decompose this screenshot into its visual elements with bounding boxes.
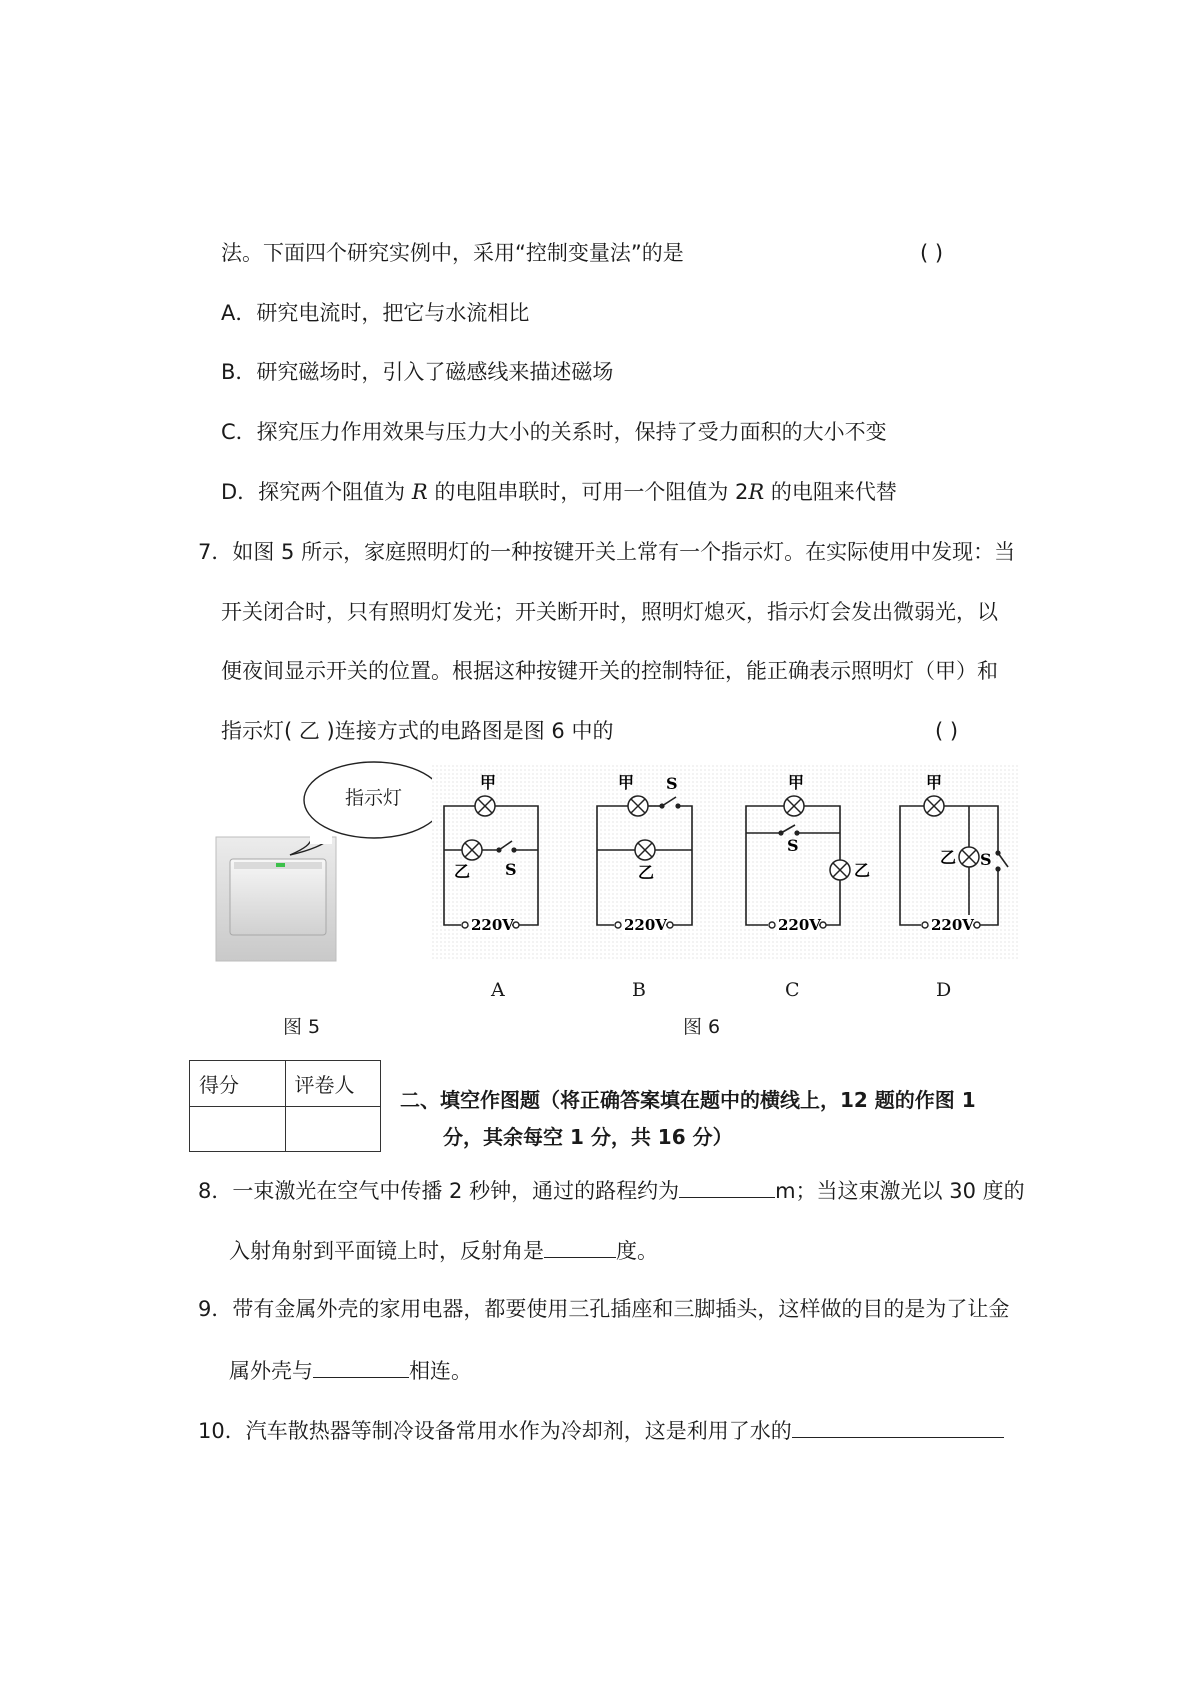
q7-answer-bracket: ( ) bbox=[935, 719, 959, 743]
label-220v-d: 220V bbox=[931, 916, 974, 934]
lamp-jia-icon-a bbox=[475, 796, 495, 816]
section2-heading-line1: 二、填空作图题（将正确答案填在题中的横线上，12 题的作图 1 bbox=[400, 1088, 976, 1112]
score-box bbox=[189, 1060, 381, 1152]
figure6-label-a: A bbox=[491, 979, 505, 1001]
q9-line-1: 9．带有金属外壳的家用电器，都要使用三孔插座和三脚插头，这样做的目的是为了让金 bbox=[198, 1297, 1010, 1321]
label-220v-c: 220V bbox=[778, 916, 821, 934]
label-s-b: S bbox=[666, 774, 678, 793]
lamp-yi-icon-c bbox=[830, 860, 850, 880]
q6-answer-bracket: ( ) bbox=[920, 241, 944, 265]
label-jia-a: 甲 bbox=[480, 773, 497, 792]
q9-line-2 bbox=[229, 1355, 472, 1385]
q8-text-d: 度。 bbox=[616, 1239, 658, 1263]
q6-option-b: B．研究磁场时，引入了磁感线来描述磁场 bbox=[221, 360, 614, 384]
label-jia-d: 甲 bbox=[926, 773, 943, 792]
label-s-a: S bbox=[505, 860, 517, 879]
figure5-caption: 图 5 bbox=[283, 1016, 321, 1038]
q6-option-d-part1: D．探究两个阻值为 bbox=[221, 480, 406, 504]
q6-option-d-part2: 的电阻串联时，可用一个阻值为 2 bbox=[434, 480, 749, 504]
lamp-yi-icon-b bbox=[635, 840, 655, 860]
section2-heading-line2: 分，其余每空 1 分，共 16 分） bbox=[443, 1125, 733, 1149]
score-header: 得分 bbox=[190, 1061, 286, 1107]
q7-line-3: 便夜间显示开关的位置。根据这种按键开关的控制特征，能正确表示照明灯（甲）和 bbox=[221, 659, 998, 683]
label-yi-d: 乙 bbox=[940, 848, 957, 867]
q10-blank-property bbox=[792, 1415, 1004, 1438]
lamp-yi-icon-d bbox=[959, 847, 979, 867]
q6-option-d bbox=[221, 478, 897, 506]
q7-line-1: 7．如图 5 所示，家庭照明灯的一种按键开关上常有一个指示灯。在实际使用中发现：当 bbox=[198, 540, 1016, 564]
lamp-jia-icon-d bbox=[924, 796, 944, 816]
label-s-c: S bbox=[787, 836, 799, 855]
q8-text-c: 入射角射到平面镜上时，反射角是 bbox=[229, 1239, 544, 1263]
indicator-light-icon bbox=[276, 863, 285, 867]
q6-stem-end: 法。下面四个研究实例中，采用“控制变量法”的是 bbox=[221, 241, 684, 265]
grader-header: 评卷人 bbox=[285, 1061, 381, 1107]
label-yi-b: 乙 bbox=[638, 863, 655, 882]
figure6-caption: 图 6 bbox=[683, 1016, 721, 1038]
figure6-label-b: B bbox=[632, 979, 646, 1001]
q8-blank-angle bbox=[544, 1235, 616, 1258]
grader-cell bbox=[285, 1106, 381, 1152]
q8-text-b: m；当这束激光以 30 度的 bbox=[775, 1179, 1025, 1203]
figure5-switch-image bbox=[214, 760, 450, 965]
lamp-jia-icon-b bbox=[628, 796, 648, 816]
lamp-yi-icon-a bbox=[462, 840, 482, 860]
figure6-label-c: C bbox=[785, 979, 800, 1001]
label-220v-a: 220V bbox=[471, 916, 514, 934]
lamp-jia-icon-c bbox=[784, 796, 804, 816]
q6-option-a: A．研究电流时，把它与水流相比 bbox=[221, 301, 530, 325]
label-220v-b: 220V bbox=[624, 916, 667, 934]
q10-line-1 bbox=[198, 1415, 1004, 1445]
q10-text-a: 10．汽车散热器等制冷设备常用水作为冷却剂，这是利用了水的 bbox=[198, 1419, 792, 1443]
q7-line-4: 指示灯( 乙 )连接方式的电路图是图 6 中的 bbox=[221, 719, 614, 743]
q8-text-a: 8．一束激光在空气中传播 2 秒钟，通过的路程约为 bbox=[198, 1179, 680, 1203]
figure5-bubble-label: 指示灯 bbox=[345, 787, 403, 809]
q7-line-2: 开关闭合时，只有照明灯发光；开关断开时，照明灯熄灭，指示灯会发出微弱光，以 bbox=[221, 600, 998, 624]
q9-text-b: 属外壳与 bbox=[229, 1359, 313, 1383]
figure6-label-d: D bbox=[936, 979, 952, 1001]
q9-text-c: 相连。 bbox=[409, 1359, 472, 1383]
score-cell bbox=[190, 1106, 286, 1152]
label-jia-b: 甲 bbox=[618, 773, 635, 792]
figure6-circuits bbox=[432, 765, 1020, 960]
q8-line-2 bbox=[229, 1235, 658, 1265]
label-s-d: S bbox=[980, 850, 992, 869]
q6-option-d-part3: 的电阻来代替 bbox=[770, 480, 897, 504]
q9-blank-ground bbox=[313, 1355, 409, 1378]
q8-blank-distance bbox=[679, 1175, 775, 1198]
label-jia-c: 甲 bbox=[788, 773, 805, 792]
q6-option-d-var1: R bbox=[411, 480, 428, 504]
q6-option-c: C．探究压力作用效果与压力大小的关系时，保持了受力面积的大小不变 bbox=[221, 420, 887, 444]
label-yi-a: 乙 bbox=[454, 862, 471, 881]
q8-line-1 bbox=[198, 1175, 1025, 1205]
q6-option-d-var2: R bbox=[748, 480, 765, 504]
label-yi-c: 乙 bbox=[854, 861, 871, 880]
